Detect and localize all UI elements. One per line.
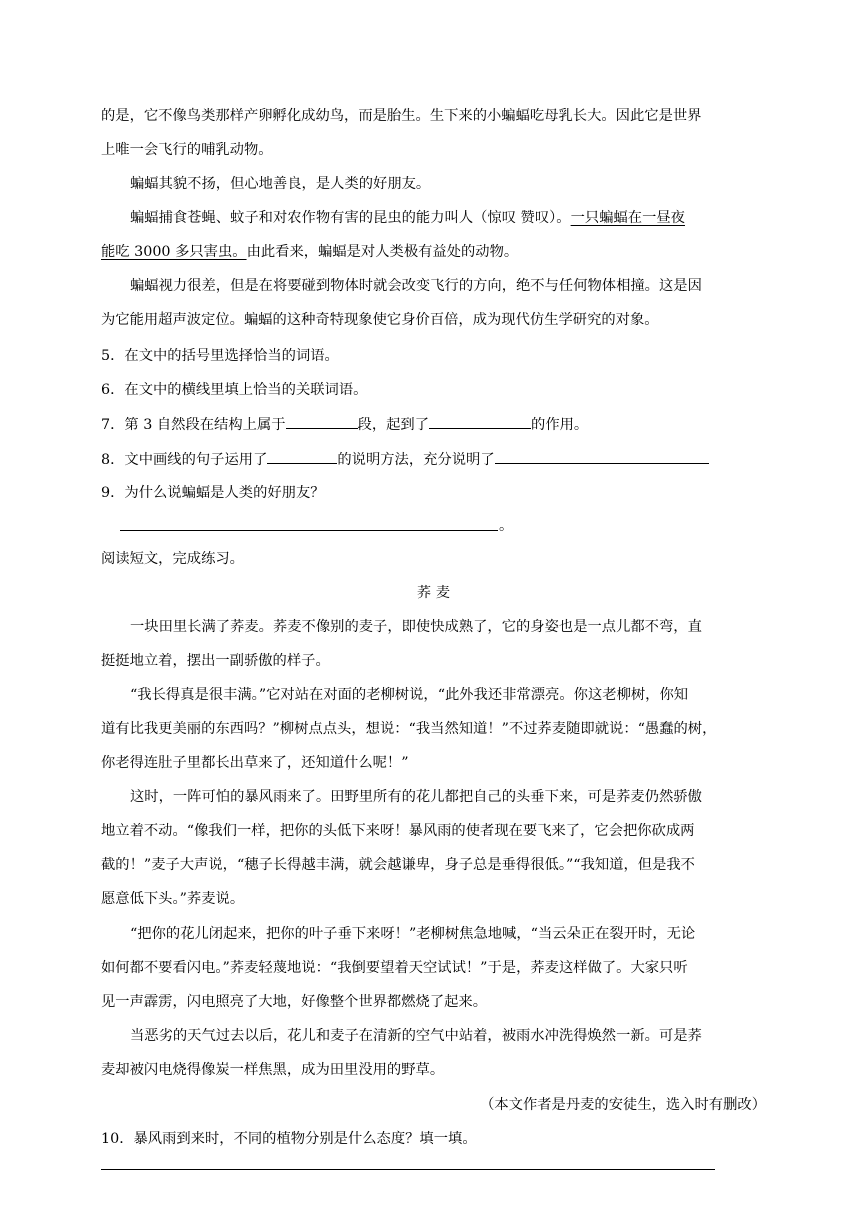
story-p2-line-1: “我长得真是很丰满。”它对站在对面的老柳树说，“此外我还非常漂亮。你这老柳树，你知 — [130, 687, 689, 703]
bat-intro-line-1: 的是，它不像鸟类那样产卵孵化成幼鸟，而是胎生。生下来的小蝙蝠吃母乳长大。因此它是世界 — [101, 108, 702, 124]
question-7-text-a: 7．第 3 自然段在结构上属于 — [101, 417, 286, 433]
bat-vision-line-2: 为它能用超声波定位。蝙蝠的这种奇特现象使它身价百倍，成为现代仿生学研究的对象。 — [101, 312, 659, 328]
question-9-period: 。 — [499, 518, 514, 534]
story-title: 荞 麦 — [416, 585, 451, 601]
reading-instruction: 阅读短文，完成练习。 — [101, 551, 244, 567]
story-p4-line-2: 如何都不要看闪电。”荞麦轻蔑地说：“我倒要望着天空试试！”于是，荞麦这样做了。大家只听 — [101, 960, 688, 976]
question-8-text-b: 的说明方法，充分说明了 — [337, 452, 495, 468]
story-p5-line-2: 麦却被闪电烧得像炭一样焦黑，成为田里没用的野草。 — [101, 1062, 445, 1078]
underlined-sentence-part-2: 能吃 3000 多只害虫。 — [101, 244, 247, 260]
story-p3-line-3: 截的！”麦子大声说，“穗子长得越丰满，就会越谦卑，身子总是垂得很低。”“我知道，但是我不 — [101, 857, 695, 873]
story-p4-line-1: “把你的花儿闭起来，把你的叶子垂下来呀！”老柳树焦急地喊，“当云朵正在裂开时，无论 — [130, 926, 696, 942]
answer-blank-q8-1[interactable] — [267, 449, 337, 464]
answer-line-q10[interactable] — [101, 1169, 715, 1170]
answer-blank-q8-2[interactable] — [495, 449, 709, 464]
bat-ability-conclusion: 由此看来，蝙蝠是对人类极有益处的动物。 — [246, 244, 519, 260]
story-p3-line-4: 愿意低下头。”荞麦说。 — [101, 891, 245, 907]
question-9: 9．为什么说蝙蝠是人类的好朋友？ — [101, 485, 325, 501]
story-p2-line-2: 道有比我更美丽的东西吗？”柳树点点头，想说：“我当然知道！”不过荞麦随即就说：“愚蠢的树， — [101, 721, 717, 737]
question-8 — [101, 449, 709, 471]
story-p1-line-2: 挺挺地立着，摆出一副骄傲的样子。 — [101, 653, 330, 669]
source-note: （本文作者是丹麦的安徒生，选入时有删改） — [480, 1097, 766, 1113]
question-10: 10．暴风雨到来时，不同的植物分别是什么态度？填一填。 — [101, 1131, 477, 1147]
story-p5-line-1: 当恶劣的天气过去以后，花儿和麦子在清新的空气中站着，被雨水冲洗得焕然一新。可是荞 — [130, 1028, 702, 1044]
story-p4-line-3: 见一声霹雳，闪电照亮了大地，好像整个世界都燃烧了起来。 — [101, 994, 488, 1010]
story-p3-line-2: 地立着不动。“像我们一样，把你的头低下来呀！暴风雨的使者现在要飞来了，它会把你砍成两 — [101, 823, 695, 839]
question-7-text-b: 段，起到了 — [357, 417, 430, 433]
question-7 — [101, 414, 588, 436]
bat-ability-line-2 — [101, 242, 518, 264]
story-p2-line-3: 你老得连肚子里都长出草来了，还知道什么呢！” — [101, 755, 409, 771]
answer-blank-q7-1[interactable] — [286, 414, 358, 429]
question-7-text-c: 的作用。 — [531, 417, 589, 433]
answer-blank-q7-2[interactable] — [429, 414, 531, 429]
answer-line-q9[interactable] — [120, 530, 498, 531]
story-p3-line-1: 这时，一阵可怕的暴风雨来了。田野里所有的花儿都把自己的头垂下来，可是荞麦仍然骄傲 — [130, 789, 702, 805]
question-6: 6．在文中的横线里填上恰当的关联词语。 — [101, 382, 368, 398]
bat-ability-text: 蝙蝠捕食苍蝇、蚊子和对农作物有害的昆虫的能力叫人（惊叹 赞叹）。 — [130, 210, 571, 226]
bat-vision-line-1: 蝙蝠视力很差，但是在将要碰到物体时就会改变飞行的方向，绝不与任何物体相撞。这是因 — [130, 278, 702, 294]
bat-friend-paragraph: 蝙蝠其貌不扬，但心地善良，是人类的好朋友。 — [130, 176, 431, 192]
story-p1-line-1: 一块田里长满了荞麦。荞麦不像别的麦子，即使快成熟了，它的身姿也是一点儿都不弯，直 — [130, 619, 702, 635]
question-8-text-a: 8．文中画线的句子运用了 — [101, 452, 268, 468]
bat-intro-line-2: 上唯一会飞行的哺乳动物。 — [101, 142, 273, 158]
underlined-sentence-part-1: 一只蝙蝠在一昼夜 — [570, 210, 685, 226]
bat-ability-line-1 — [130, 208, 685, 230]
question-5: 5．在文中的括号里选择恰当的词语。 — [101, 348, 339, 364]
